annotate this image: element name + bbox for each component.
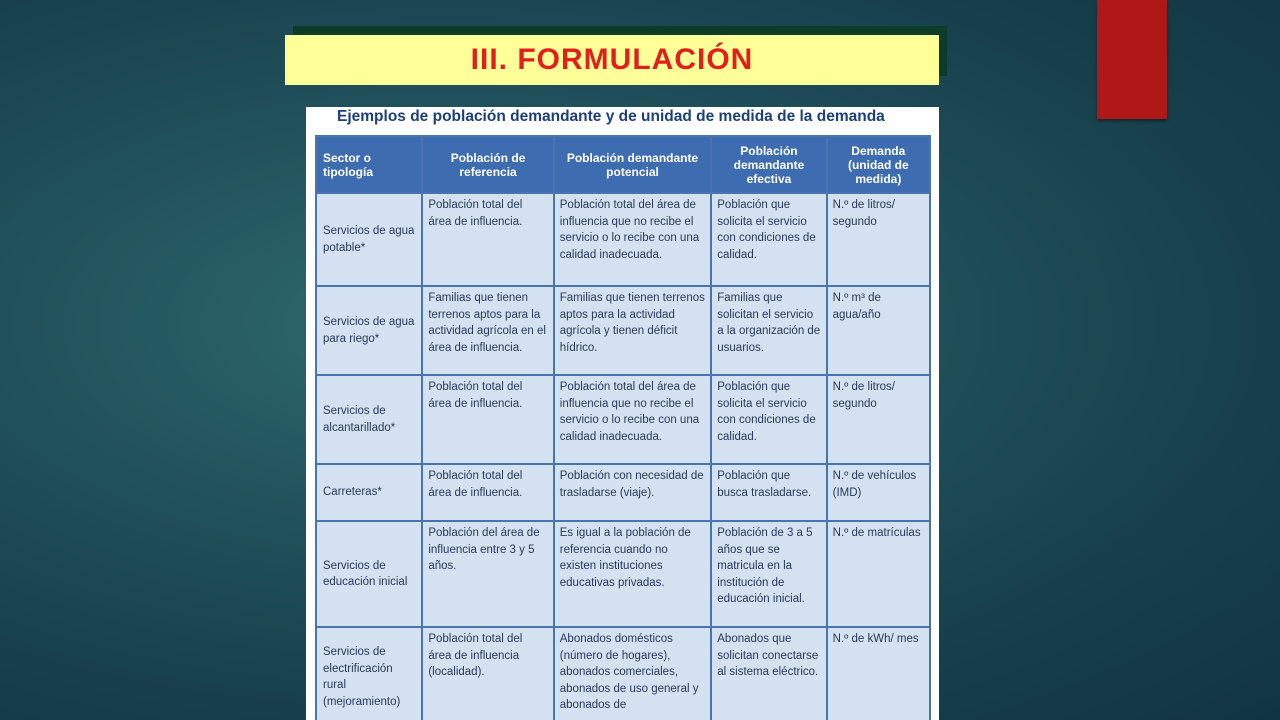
table-row — [316, 193, 930, 286]
cell-reference: Población total del área de influencia. — [422, 464, 553, 521]
cell-potential: Población total del área de influencia que no recibe el servicio o lo recibe con una calidad inadecuada. — [554, 193, 712, 286]
cell-sector: Servicios de alcantarillado* — [316, 375, 422, 464]
cell-reference: Población total del área de influencia (localidad). — [422, 627, 553, 720]
cell-potential: Población total del área de influencia que no recibe el servicio o lo recibe con una calidad inadecuada. — [554, 375, 712, 464]
document-image — [306, 107, 939, 720]
cell-reference: Población total del área de influencia. — [422, 375, 553, 464]
cell-sector: Servicios de agua para riego* — [316, 286, 422, 375]
cell-sector: Carreteras* — [316, 464, 422, 521]
cell-demand: N.º de vehículos (IMD) — [827, 464, 930, 521]
accent-tab — [1097, 0, 1167, 119]
header-potential-population: Población demandante potencial — [554, 136, 712, 193]
cell-demand: N.º de kWh/ mes — [827, 627, 930, 720]
header-effective-population: Población demandante efectiva — [711, 136, 826, 193]
cell-sector: Servicios de educación inicial — [316, 521, 422, 627]
cell-demand: N.º de litros/ segundo — [827, 193, 930, 286]
table-row — [316, 286, 930, 375]
header-demand-unit: Demanda (unidad de medida) — [827, 136, 930, 193]
cell-potential: Abonados domésticos (número de hogares), abonados comerciales, abonados de uso general y abonados de — [554, 627, 712, 720]
table-row — [316, 521, 930, 627]
cell-effective: Población que solicita el servicio con condiciones de calidad. — [711, 375, 826, 464]
cell-reference: Población total del área de influencia. — [422, 193, 553, 286]
cell-effective: Familias que solicitan el servicio a la organización de usuarios. — [711, 286, 826, 375]
cell-demand: N.º de litros/ segundo — [827, 375, 930, 464]
header-sector: Sector o tipología — [316, 136, 422, 193]
cell-effective: Población que busca trasladarse. — [711, 464, 826, 521]
cell-potential: Es igual a la población de referencia cuando no existen instituciones educativas privadas. — [554, 521, 712, 627]
demand-table — [315, 135, 931, 720]
cell-sector: Servicios de electrificación rural (mejoramiento) — [316, 627, 422, 720]
table-row — [316, 627, 930, 720]
title-banner — [285, 35, 939, 85]
cell-sector: Servicios de agua potable* — [316, 193, 422, 286]
table-row — [316, 375, 930, 464]
header-reference-population: Población de referencia — [422, 136, 553, 193]
cell-demand: N.º de matrículas — [827, 521, 930, 627]
slide-title: III. FORMULACIÓN — [470, 43, 754, 76]
cell-demand: N.º m³ de agua/año — [827, 286, 930, 375]
cell-potential: Familias que tienen terrenos aptos para la actividad agrícola y tienen déficit hídrico. — [554, 286, 712, 375]
cell-potential: Población con necesidad de trasladarse (viaje). — [554, 464, 712, 521]
cell-reference: Población del área de influencia entre 3 y 5 años. — [422, 521, 553, 627]
table-caption: Ejemplos de población demandante y de unidad de medida de la demanda — [337, 108, 885, 125]
cell-effective: Población que solicita el servicio con condiciones de calidad. — [711, 193, 826, 286]
cell-effective: Población de 3 a 5 años que se matricula en la institución de educación inicial. — [711, 521, 826, 627]
table-row — [316, 464, 930, 521]
table-header-row — [316, 136, 930, 193]
cell-effective: Abonados que solicitan conectarse al sistema eléctrico. — [711, 627, 826, 720]
cell-reference: Familias que tienen terrenos aptos para la actividad agrícola en el área de influencia. — [422, 286, 553, 375]
